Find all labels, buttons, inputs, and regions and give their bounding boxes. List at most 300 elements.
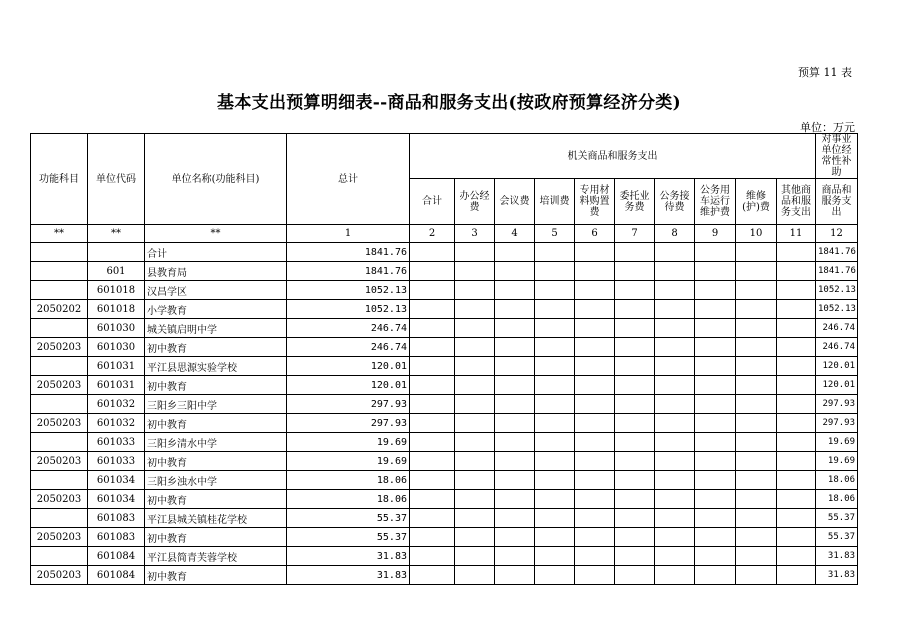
unit-name-cell: 初中教育 <box>145 566 287 585</box>
total-cell: 18.06 <box>287 490 410 509</box>
table-row <box>31 376 858 395</box>
index-cell: 3 <box>455 225 495 243</box>
header-col: 合计 <box>410 179 455 225</box>
header-total: 总计 <box>287 134 410 225</box>
header-col: 会议费 <box>495 179 535 225</box>
total-cell: 246.74 <box>287 338 410 357</box>
total-cell: 297.93 <box>287 414 410 433</box>
func-code-cell <box>31 433 88 452</box>
empty-cell <box>535 528 575 547</box>
empty-cell <box>495 414 535 433</box>
subsidy-cell: 1841.76 <box>816 262 858 281</box>
empty-cell <box>535 376 575 395</box>
empty-cell <box>777 338 816 357</box>
unit-code-cell: 601018 <box>88 300 145 319</box>
empty-cell <box>455 300 495 319</box>
index-cell: 5 <box>535 225 575 243</box>
empty-cell <box>736 528 777 547</box>
empty-cell <box>655 376 695 395</box>
subsidy-cell: 19.69 <box>816 433 858 452</box>
unit-name-cell: 城关镇启明中学 <box>145 319 287 338</box>
unit-name-cell: 平江县城关镇桂花学校 <box>145 509 287 528</box>
empty-cell <box>535 262 575 281</box>
empty-cell <box>777 357 816 376</box>
empty-cell <box>410 566 455 585</box>
index-cell: 6 <box>575 225 615 243</box>
total-cell: 120.01 <box>287 357 410 376</box>
unit-code-cell: 601030 <box>88 319 145 338</box>
empty-cell <box>615 452 655 471</box>
empty-cell <box>410 357 455 376</box>
table-row <box>31 433 858 452</box>
empty-cell <box>575 300 615 319</box>
index-cell: 11 <box>777 225 816 243</box>
index-row <box>31 225 858 243</box>
unit-name-cell: 初中教育 <box>145 452 287 471</box>
table-row <box>31 490 858 509</box>
empty-cell <box>615 395 655 414</box>
empty-cell <box>535 433 575 452</box>
empty-cell <box>615 357 655 376</box>
empty-cell <box>736 376 777 395</box>
unit-code-cell: 601084 <box>88 547 145 566</box>
empty-cell <box>455 281 495 300</box>
empty-cell <box>777 509 816 528</box>
empty-cell <box>495 262 535 281</box>
subsidy-cell: 31.83 <box>816 547 858 566</box>
table-number: 预算 11 表 <box>798 66 852 79</box>
empty-cell <box>736 281 777 300</box>
func-code-cell <box>31 509 88 528</box>
unit-code-cell: 601033 <box>88 452 145 471</box>
empty-cell <box>695 281 736 300</box>
empty-cell <box>495 243 535 262</box>
unit-name-cell: 小学教育 <box>145 300 287 319</box>
unit-name-cell: 初中教育 <box>145 338 287 357</box>
empty-cell <box>655 471 695 490</box>
empty-cell <box>655 433 695 452</box>
empty-cell <box>777 300 816 319</box>
subsidy-cell: 18.06 <box>816 471 858 490</box>
empty-cell <box>615 433 655 452</box>
subsidy-cell: 31.83 <box>816 566 858 585</box>
empty-cell <box>695 566 736 585</box>
empty-cell <box>777 490 816 509</box>
table-row <box>31 509 858 528</box>
empty-cell <box>495 319 535 338</box>
unit-name-cell: 三阳乡清水中学 <box>145 433 287 452</box>
header-col: 专用材料购置费 <box>575 179 615 225</box>
unit-code-cell: 601083 <box>88 509 145 528</box>
total-cell: 1052.13 <box>287 300 410 319</box>
empty-cell <box>777 376 816 395</box>
header-col: 公务用车运行维护费 <box>695 179 736 225</box>
empty-cell <box>535 281 575 300</box>
empty-cell <box>535 395 575 414</box>
empty-cell <box>535 319 575 338</box>
header-group: 机关商品和服务支出 <box>410 134 816 179</box>
empty-cell <box>495 509 535 528</box>
func-code-cell <box>31 319 88 338</box>
total-cell: 297.93 <box>287 395 410 414</box>
empty-cell <box>575 319 615 338</box>
empty-cell <box>455 319 495 338</box>
empty-cell <box>410 471 455 490</box>
empty-cell <box>455 433 495 452</box>
func-code-cell: 2050203 <box>31 528 88 547</box>
subsidy-cell: 246.74 <box>816 319 858 338</box>
empty-cell <box>495 281 535 300</box>
empty-cell <box>410 509 455 528</box>
unit-name-cell: 初中教育 <box>145 414 287 433</box>
empty-cell <box>655 262 695 281</box>
unit-code-cell: 601032 <box>88 395 145 414</box>
index-cell: 2 <box>410 225 455 243</box>
empty-cell <box>495 528 535 547</box>
empty-cell <box>615 376 655 395</box>
subsidy-cell: 120.01 <box>816 357 858 376</box>
total-cell: 31.83 <box>287 566 410 585</box>
empty-cell <box>455 338 495 357</box>
empty-cell <box>535 566 575 585</box>
empty-cell <box>615 262 655 281</box>
table-row <box>31 471 858 490</box>
empty-cell <box>695 243 736 262</box>
empty-cell <box>695 547 736 566</box>
total-cell: 31.83 <box>287 547 410 566</box>
empty-cell <box>535 452 575 471</box>
total-cell: 1841.76 <box>287 243 410 262</box>
empty-cell <box>777 243 816 262</box>
empty-cell <box>695 395 736 414</box>
index-cell: 8 <box>655 225 695 243</box>
empty-cell <box>736 471 777 490</box>
empty-cell <box>736 243 777 262</box>
total-cell: 18.06 <box>287 471 410 490</box>
empty-cell <box>455 262 495 281</box>
subsidy-cell: 297.93 <box>816 414 858 433</box>
empty-cell <box>575 395 615 414</box>
subsidy-cell: 18.06 <box>816 490 858 509</box>
empty-cell <box>655 281 695 300</box>
subsidy-cell: 55.37 <box>816 528 858 547</box>
empty-cell <box>736 319 777 338</box>
table-header <box>31 134 858 243</box>
header-unit-code: 单位代码 <box>88 134 145 225</box>
empty-cell <box>410 262 455 281</box>
table-row <box>31 357 858 376</box>
subsidy-cell: 1052.13 <box>816 300 858 319</box>
subsidy-cell: 19.69 <box>816 452 858 471</box>
empty-cell <box>777 319 816 338</box>
table-row <box>31 566 858 585</box>
empty-cell <box>695 528 736 547</box>
func-code-cell: 2050203 <box>31 376 88 395</box>
empty-cell <box>410 281 455 300</box>
empty-cell <box>777 528 816 547</box>
empty-cell <box>695 262 736 281</box>
empty-cell <box>575 528 615 547</box>
header-subsidy-col: 商品和服务支出 <box>816 179 858 225</box>
empty-cell <box>615 300 655 319</box>
empty-cell <box>736 357 777 376</box>
subsidy-cell: 1841.76 <box>816 243 858 262</box>
empty-cell <box>575 471 615 490</box>
empty-cell <box>615 547 655 566</box>
empty-cell <box>535 300 575 319</box>
unit-name-cell: 三阳乡三阳中学 <box>145 395 287 414</box>
header-col: 培训费 <box>535 179 575 225</box>
index-cell: 7 <box>615 225 655 243</box>
unit-name-cell: 平江县思源实验学校 <box>145 357 287 376</box>
empty-cell <box>777 281 816 300</box>
empty-cell <box>535 509 575 528</box>
empty-cell <box>455 452 495 471</box>
header-col: 办公经费 <box>455 179 495 225</box>
total-cell: 1052.13 <box>287 281 410 300</box>
index-cell: ** <box>145 225 287 243</box>
subsidy-cell: 55.37 <box>816 509 858 528</box>
empty-cell <box>575 357 615 376</box>
unit-code-cell: 601018 <box>88 281 145 300</box>
empty-cell <box>455 528 495 547</box>
empty-cell <box>495 338 535 357</box>
empty-cell <box>410 395 455 414</box>
empty-cell <box>455 414 495 433</box>
subsidy-cell: 297.93 <box>816 395 858 414</box>
index-cell: 1 <box>287 225 410 243</box>
empty-cell <box>736 547 777 566</box>
empty-cell <box>695 319 736 338</box>
empty-cell <box>455 490 495 509</box>
empty-cell <box>495 357 535 376</box>
empty-cell <box>575 414 615 433</box>
empty-cell <box>615 319 655 338</box>
index-cell: 10 <box>736 225 777 243</box>
empty-cell <box>736 433 777 452</box>
page-title: 基本支出预算明细表--商品和服务支出(按政府预算经济分类) <box>217 93 681 113</box>
index-cell: 4 <box>495 225 535 243</box>
empty-cell <box>615 471 655 490</box>
empty-cell <box>495 471 535 490</box>
empty-cell <box>655 547 695 566</box>
empty-cell <box>575 281 615 300</box>
empty-cell <box>455 547 495 566</box>
empty-cell <box>615 509 655 528</box>
empty-cell <box>410 452 455 471</box>
empty-cell <box>455 471 495 490</box>
table-row <box>31 319 858 338</box>
empty-cell <box>695 300 736 319</box>
unit-name-cell: 汉昌学区 <box>145 281 287 300</box>
total-cell: 55.37 <box>287 528 410 547</box>
empty-cell <box>575 490 615 509</box>
budget-table <box>30 133 858 585</box>
unit-name-cell: 平江县简青芙蓉学校 <box>145 547 287 566</box>
empty-cell <box>575 452 615 471</box>
empty-cell <box>410 338 455 357</box>
subsidy-cell: 120.01 <box>816 376 858 395</box>
func-code-cell <box>31 281 88 300</box>
empty-cell <box>495 566 535 585</box>
empty-cell <box>410 433 455 452</box>
subsidy-cell: 1052.13 <box>816 281 858 300</box>
empty-cell <box>695 338 736 357</box>
empty-cell <box>495 376 535 395</box>
func-code-cell: 2050202 <box>31 300 88 319</box>
index-cell: ** <box>88 225 145 243</box>
func-code-cell <box>31 395 88 414</box>
empty-cell <box>736 490 777 509</box>
empty-cell <box>736 395 777 414</box>
empty-cell <box>777 452 816 471</box>
func-code-cell <box>31 357 88 376</box>
empty-cell <box>575 376 615 395</box>
empty-cell <box>615 490 655 509</box>
table-row <box>31 281 858 300</box>
func-code-cell: 2050203 <box>31 452 88 471</box>
empty-cell <box>777 433 816 452</box>
func-code-cell: 2050203 <box>31 338 88 357</box>
empty-cell <box>575 566 615 585</box>
table-row <box>31 452 858 471</box>
table-body <box>31 243 858 585</box>
empty-cell <box>695 452 736 471</box>
empty-cell <box>495 395 535 414</box>
total-cell: 55.37 <box>287 509 410 528</box>
index-cell: ** <box>31 225 88 243</box>
empty-cell <box>695 509 736 528</box>
unit-code-cell: 601032 <box>88 414 145 433</box>
table-row <box>31 243 858 262</box>
func-code-cell: 2050203 <box>31 566 88 585</box>
table-row <box>31 528 858 547</box>
table-row <box>31 300 858 319</box>
empty-cell <box>777 566 816 585</box>
empty-cell <box>695 490 736 509</box>
empty-cell <box>655 357 695 376</box>
empty-cell <box>736 414 777 433</box>
empty-cell <box>410 376 455 395</box>
empty-cell <box>655 566 695 585</box>
empty-cell <box>615 566 655 585</box>
unit-name-cell: 初中教育 <box>145 528 287 547</box>
empty-cell <box>455 243 495 262</box>
header-func-code: 功能科目 <box>31 134 88 225</box>
unit-code-cell: 601030 <box>88 338 145 357</box>
table-row <box>31 414 858 433</box>
empty-cell <box>615 528 655 547</box>
header-col: 委托业务费 <box>615 179 655 225</box>
empty-cell <box>495 300 535 319</box>
empty-cell <box>655 338 695 357</box>
empty-cell <box>777 414 816 433</box>
empty-cell <box>455 566 495 585</box>
header-col: 其他商品和服务支出 <box>777 179 816 225</box>
empty-cell <box>736 262 777 281</box>
total-cell: 19.69 <box>287 452 410 471</box>
unit-code-cell: 601083 <box>88 528 145 547</box>
header-col: 公务接待费 <box>655 179 695 225</box>
unit-name-cell: 三阳乡浊水中学 <box>145 471 287 490</box>
empty-cell <box>535 547 575 566</box>
empty-cell <box>535 357 575 376</box>
empty-cell <box>655 528 695 547</box>
empty-cell <box>535 338 575 357</box>
header-col: 维修(护)费 <box>736 179 777 225</box>
empty-cell <box>410 414 455 433</box>
empty-cell <box>615 243 655 262</box>
empty-cell <box>535 471 575 490</box>
empty-cell <box>655 509 695 528</box>
empty-cell <box>410 300 455 319</box>
table-row <box>31 395 858 414</box>
empty-cell <box>655 243 695 262</box>
subsidy-cell: 246.74 <box>816 338 858 357</box>
func-code-cell <box>31 547 88 566</box>
func-code-cell: 2050203 <box>31 414 88 433</box>
total-cell: 246.74 <box>287 319 410 338</box>
empty-cell <box>575 262 615 281</box>
empty-cell <box>575 433 615 452</box>
empty-cell <box>535 243 575 262</box>
empty-cell <box>695 471 736 490</box>
empty-cell <box>736 509 777 528</box>
empty-cell <box>736 452 777 471</box>
empty-cell <box>615 414 655 433</box>
unit-name-cell: 合计 <box>145 243 287 262</box>
empty-cell <box>455 395 495 414</box>
empty-cell <box>695 357 736 376</box>
unit-code-cell: 601084 <box>88 566 145 585</box>
index-cell: 12 <box>816 225 858 243</box>
unit-name-cell: 县教育局 <box>145 262 287 281</box>
empty-cell <box>736 300 777 319</box>
header-unit-name: 单位名称(功能科目) <box>145 134 287 225</box>
empty-cell <box>777 395 816 414</box>
unit-code-cell: 601034 <box>88 490 145 509</box>
empty-cell <box>655 452 695 471</box>
table-row <box>31 547 858 566</box>
empty-cell <box>575 338 615 357</box>
empty-cell <box>736 566 777 585</box>
total-cell: 120.01 <box>287 376 410 395</box>
empty-cell <box>495 490 535 509</box>
empty-cell <box>495 433 535 452</box>
empty-cell <box>777 471 816 490</box>
empty-cell <box>777 547 816 566</box>
empty-cell <box>575 243 615 262</box>
empty-cell <box>455 376 495 395</box>
empty-cell <box>410 547 455 566</box>
unit-code-cell: 601031 <box>88 357 145 376</box>
empty-cell <box>455 509 495 528</box>
empty-cell <box>655 300 695 319</box>
empty-cell <box>655 414 695 433</box>
empty-cell <box>575 509 615 528</box>
unit-label: 单位：万元 <box>800 121 855 134</box>
table-row <box>31 262 858 281</box>
index-cell: 9 <box>695 225 736 243</box>
unit-code-cell: 601034 <box>88 471 145 490</box>
empty-cell <box>495 547 535 566</box>
unit-code-cell: 601 <box>88 262 145 281</box>
func-code-cell <box>31 243 88 262</box>
empty-cell <box>615 281 655 300</box>
empty-cell <box>655 490 695 509</box>
empty-cell <box>455 357 495 376</box>
empty-cell <box>655 395 695 414</box>
